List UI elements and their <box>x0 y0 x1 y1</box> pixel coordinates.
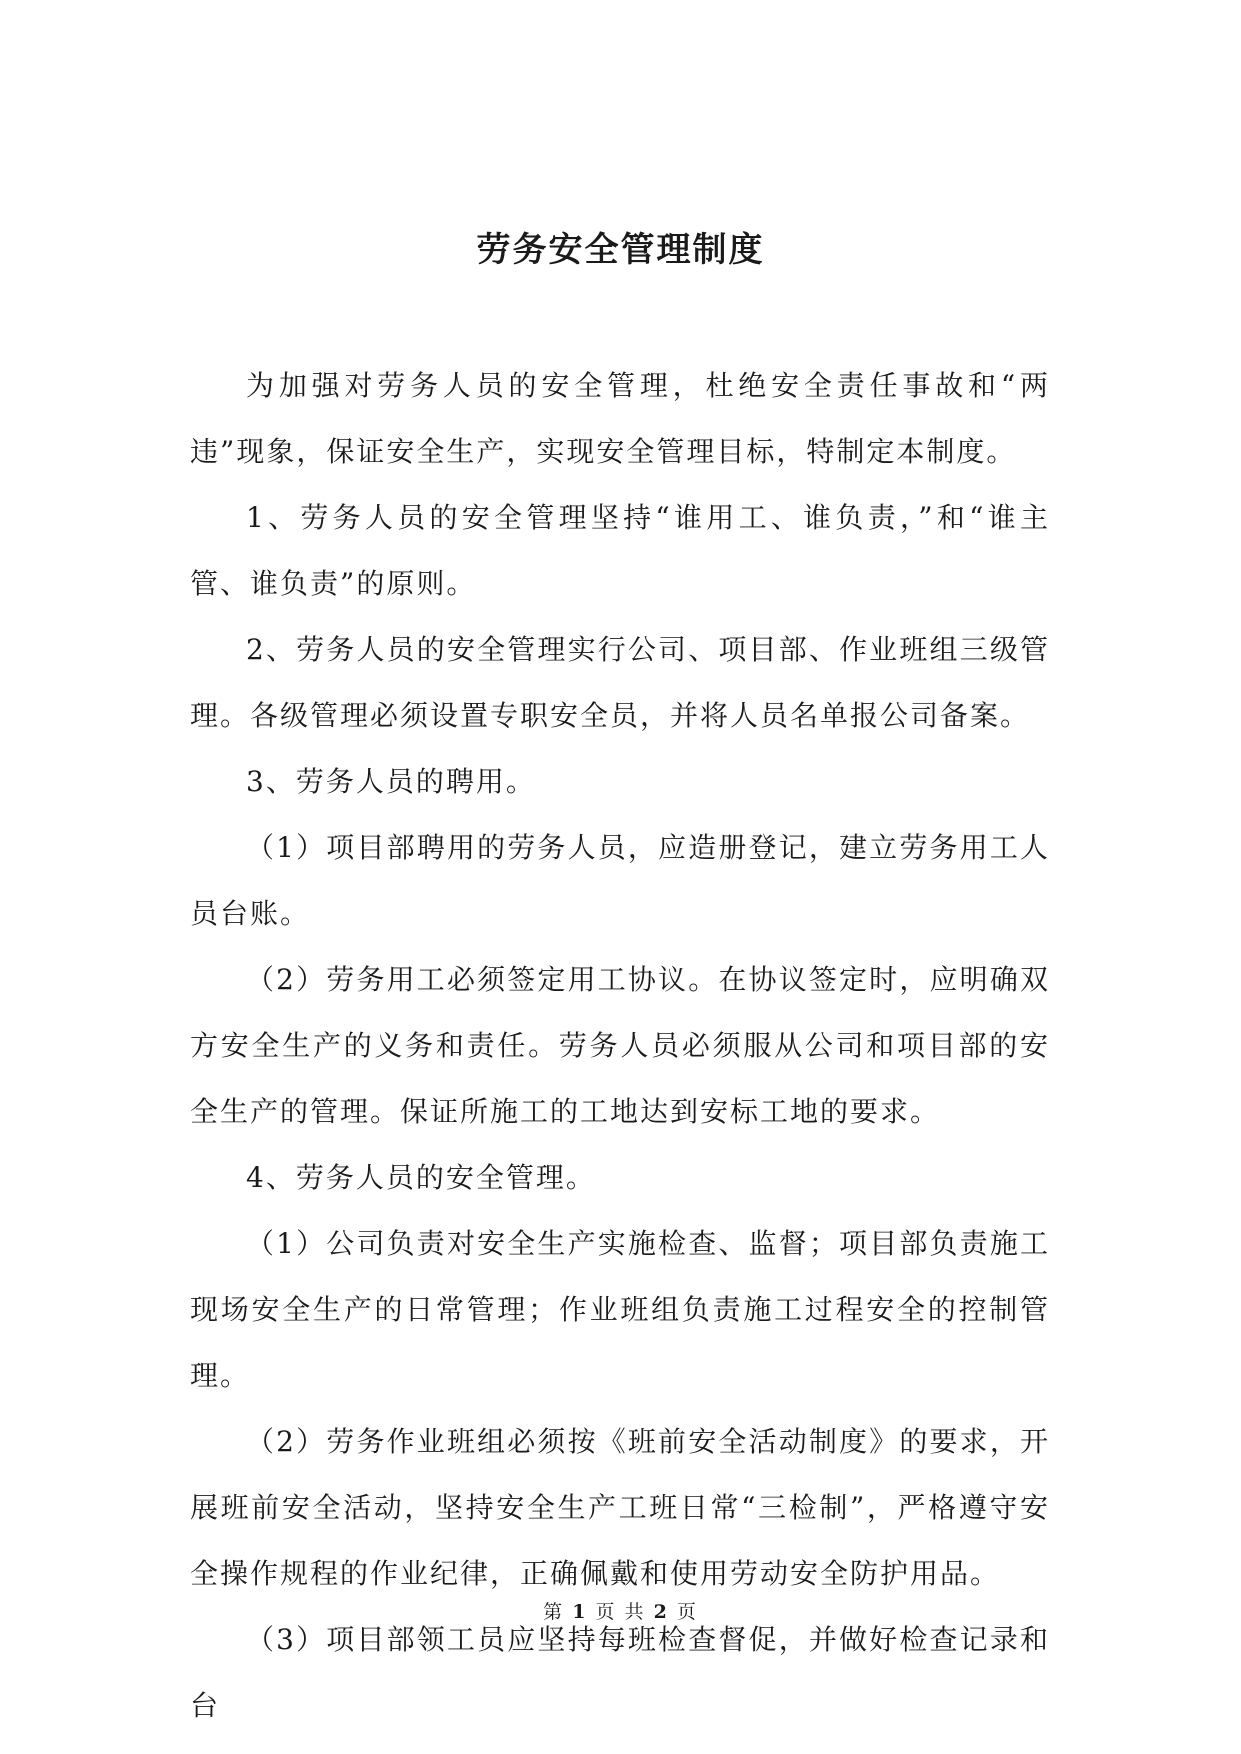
footer-current-page: 1 <box>572 1601 588 1623</box>
paragraph-item-4-1: （1）公司负责对安全生产实施检查、监督；项目部负责施工现场安全生产的日常管理；作业班组负责施工过程安全的控制管理。 <box>190 1227 1050 1392</box>
paragraph-item-2: 2、劳务人员的安全管理实行公司、项目部、作业班组三级管理。各级管理必须设置专职安全员，并将人员名单报公司备案。 <box>190 633 1050 732</box>
paragraph-item-4-2: （2）劳务作业班组必须按《班前安全活动制度》的要求，开展班前安全活动，坚持安全生产工班日常“三检制”，严格遵守安全操作规程的作业纪律，正确佩戴和使用劳动安全防护用品。 <box>190 1425 1050 1590</box>
footer-total-pages: 2 <box>653 1601 669 1623</box>
paragraph-intro: 为加强对劳务人员的安全管理，杜绝安全责任事故和“两违”现象，保证安全生产，实现安全管理目标，特制定本制度。 <box>190 369 1050 468</box>
paragraph-item-4: 4、劳务人员的安全管理。 <box>246 1161 596 1194</box>
paragraph-item-3: 3、劳务人员的聘用。 <box>246 765 536 798</box>
paragraph-item-4-3: （3）项目部领工员应坚持每班检查督促，并做好检查记录和台 <box>190 1623 1050 1722</box>
paragraph-item-1: 1、劳务人员的安全管理坚持“谁用工、谁负责，”和“谁主管、谁负责”的原则。 <box>190 501 1050 600</box>
footer-middle: 页 共 <box>595 1601 646 1623</box>
paragraph-item-3-2: （2）劳务用工必须签定用工协议。在协议签定时，应明确双方安全生产的义务和责任。劳务人员必须服从公司和项目部的安全生产的管理。保证所施工的工地达到安标工地的要求。 <box>190 963 1050 1128</box>
document-body <box>190 353 1050 1739</box>
footer-suffix: 页 <box>676 1601 698 1623</box>
paragraph-item-3-1: （1）项目部聘用的劳务人员，应造册登记，建立劳务用工人员台账。 <box>190 831 1050 930</box>
document-title: 劳务安全管理制度 <box>476 230 765 270</box>
page-footer <box>0 1598 1241 1626</box>
footer-prefix: 第 <box>543 1601 565 1623</box>
